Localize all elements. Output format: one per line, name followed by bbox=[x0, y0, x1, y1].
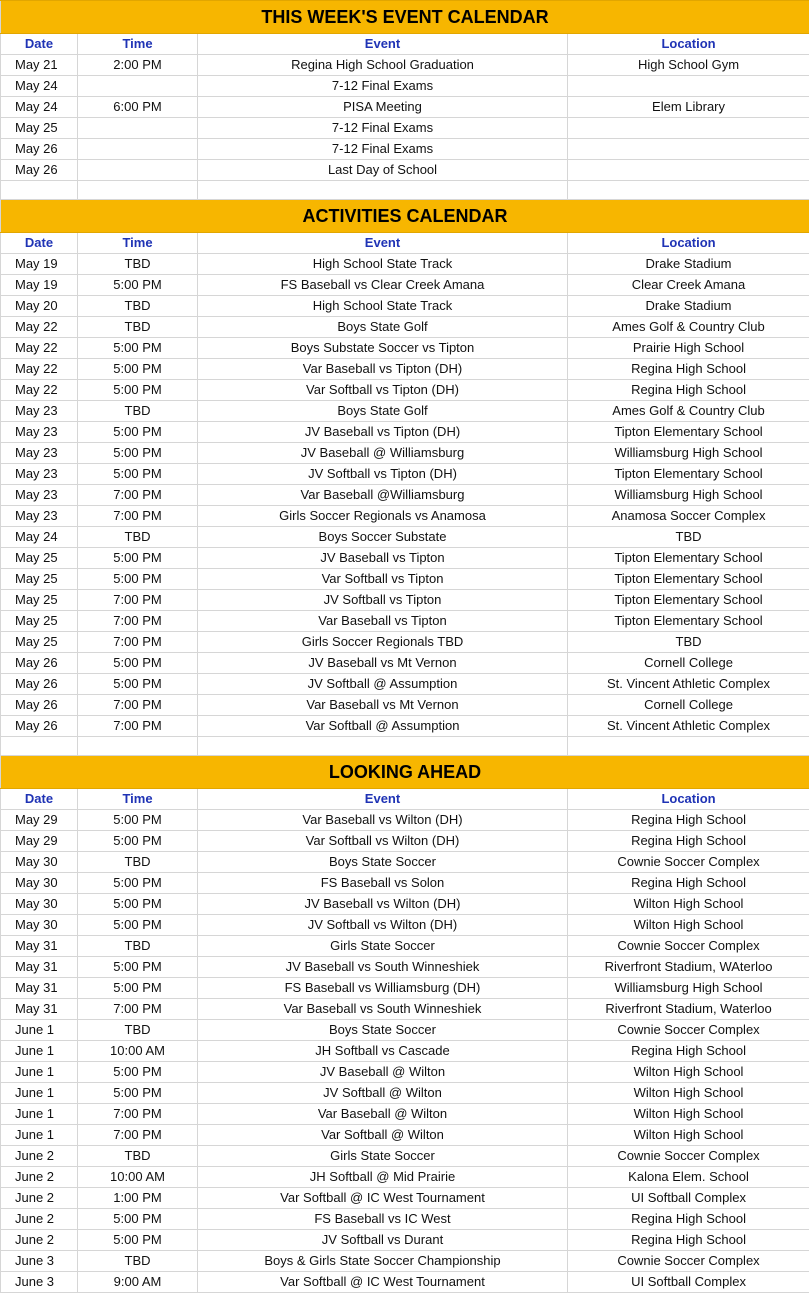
event-cell: Girls State Soccer bbox=[198, 1146, 568, 1167]
time-cell: 5:00 PM bbox=[78, 810, 198, 831]
location-cell: Drake Stadium bbox=[568, 296, 809, 317]
location-cell: Regina High School bbox=[568, 831, 809, 852]
table-row bbox=[1, 873, 809, 894]
event-cell: Regina High School Graduation bbox=[198, 55, 568, 76]
location-cell: Tipton Elementary School bbox=[568, 548, 809, 569]
time-cell: 6:00 PM bbox=[78, 97, 198, 118]
table-row bbox=[1, 569, 809, 590]
event-cell: JV Softball vs Tipton bbox=[198, 590, 568, 611]
event-cell: Boys State Golf bbox=[198, 401, 568, 422]
location-cell: St. Vincent Athletic Complex bbox=[568, 716, 809, 737]
looking-ahead-title-row bbox=[1, 756, 809, 789]
time-cell bbox=[78, 139, 198, 160]
event-cell: Var Baseball @Williamsburg bbox=[198, 485, 568, 506]
location-cell: Drake Stadium bbox=[568, 254, 809, 275]
time-cell: TBD bbox=[78, 401, 198, 422]
event-cell: Var Softball @ Assumption bbox=[198, 716, 568, 737]
time-cell bbox=[78, 160, 198, 181]
table-row bbox=[1, 1188, 809, 1209]
date-cell: June 1 bbox=[1, 1041, 78, 1062]
time-cell: 5:00 PM bbox=[78, 674, 198, 695]
activities-header-row bbox=[1, 233, 809, 254]
table-row bbox=[1, 1209, 809, 1230]
location-cell: Regina High School bbox=[568, 380, 809, 401]
column-header-date: Date bbox=[1, 789, 78, 810]
date-cell: May 22 bbox=[1, 338, 78, 359]
event-cell: Boys State Golf bbox=[198, 317, 568, 338]
event-cell: Var Baseball @ Wilton bbox=[198, 1104, 568, 1125]
date-cell: June 1 bbox=[1, 1062, 78, 1083]
date-cell: May 24 bbox=[1, 76, 78, 97]
location-cell bbox=[568, 160, 809, 181]
empty-cell bbox=[78, 737, 198, 756]
date-cell: May 29 bbox=[1, 831, 78, 852]
location-cell: Williamsburg High School bbox=[568, 978, 809, 999]
date-cell: May 31 bbox=[1, 978, 78, 999]
date-cell: May 26 bbox=[1, 674, 78, 695]
event-cell: Girls Soccer Regionals TBD bbox=[198, 632, 568, 653]
date-cell: May 23 bbox=[1, 443, 78, 464]
event-cell: Var Baseball vs South Winneshiek bbox=[198, 999, 568, 1020]
table-row bbox=[1, 852, 809, 873]
table-row bbox=[1, 831, 809, 852]
calendar-body bbox=[1, 1, 809, 1293]
time-cell: 5:00 PM bbox=[78, 653, 198, 674]
table-row bbox=[1, 160, 809, 181]
time-cell: TBD bbox=[78, 1251, 198, 1272]
event-cell: Var Softball vs Wilton (DH) bbox=[198, 831, 568, 852]
time-cell: 5:00 PM bbox=[78, 464, 198, 485]
time-cell: 7:00 PM bbox=[78, 716, 198, 737]
column-header-time: Time bbox=[78, 34, 198, 55]
date-cell: May 25 bbox=[1, 611, 78, 632]
date-cell: May 25 bbox=[1, 118, 78, 139]
location-cell: Tipton Elementary School bbox=[568, 422, 809, 443]
location-cell: Regina High School bbox=[568, 1230, 809, 1251]
event-cell: Var Baseball vs Tipton (DH) bbox=[198, 359, 568, 380]
empty-cell bbox=[1, 737, 78, 756]
time-cell: TBD bbox=[78, 296, 198, 317]
table-row bbox=[1, 97, 809, 118]
event-cell: FS Baseball vs Solon bbox=[198, 873, 568, 894]
table-row bbox=[1, 810, 809, 831]
location-cell: Regina High School bbox=[568, 873, 809, 894]
empty-cell bbox=[568, 737, 809, 756]
location-cell: Cornell College bbox=[568, 653, 809, 674]
time-cell: TBD bbox=[78, 936, 198, 957]
table-row bbox=[1, 275, 809, 296]
table-row bbox=[1, 338, 809, 359]
event-cell: JV Baseball vs Wilton (DH) bbox=[198, 894, 568, 915]
event-cell: High School State Track bbox=[198, 254, 568, 275]
time-cell: 5:00 PM bbox=[78, 548, 198, 569]
location-cell: Wilton High School bbox=[568, 1062, 809, 1083]
event-cell: JV Baseball vs South Winneshiek bbox=[198, 957, 568, 978]
location-cell: Regina High School bbox=[568, 810, 809, 831]
time-cell: 10:00 AM bbox=[78, 1041, 198, 1062]
time-cell bbox=[78, 118, 198, 139]
location-cell: Anamosa Soccer Complex bbox=[568, 506, 809, 527]
time-cell: 5:00 PM bbox=[78, 978, 198, 999]
time-cell: 7:00 PM bbox=[78, 590, 198, 611]
date-cell: June 2 bbox=[1, 1167, 78, 1188]
time-cell: 5:00 PM bbox=[78, 422, 198, 443]
time-cell: 7:00 PM bbox=[78, 1104, 198, 1125]
time-cell: 5:00 PM bbox=[78, 873, 198, 894]
table-row bbox=[1, 464, 809, 485]
column-header-event: Event bbox=[198, 789, 568, 810]
event-cell: JV Baseball vs Tipton (DH) bbox=[198, 422, 568, 443]
empty-cell bbox=[198, 181, 568, 200]
event-cell: Boys Substate Soccer vs Tipton bbox=[198, 338, 568, 359]
event-cell: 7-12 Final Exams bbox=[198, 139, 568, 160]
date-cell: May 26 bbox=[1, 139, 78, 160]
date-cell: May 19 bbox=[1, 254, 78, 275]
looking-ahead-header-row bbox=[1, 789, 809, 810]
event-cell: PISA Meeting bbox=[198, 97, 568, 118]
location-cell: Tipton Elementary School bbox=[568, 590, 809, 611]
time-cell: 5:00 PM bbox=[78, 915, 198, 936]
location-cell: St. Vincent Athletic Complex bbox=[568, 674, 809, 695]
event-cell: Var Softball @ IC West Tournament bbox=[198, 1272, 568, 1293]
table-row bbox=[1, 590, 809, 611]
event-cell: JH Softball vs Cascade bbox=[198, 1041, 568, 1062]
date-cell: May 29 bbox=[1, 810, 78, 831]
date-cell: May 31 bbox=[1, 999, 78, 1020]
event-cell: JV Baseball @ Williamsburg bbox=[198, 443, 568, 464]
date-cell: June 2 bbox=[1, 1146, 78, 1167]
date-cell: May 31 bbox=[1, 957, 78, 978]
date-cell: June 1 bbox=[1, 1104, 78, 1125]
event-cell: 7-12 Final Exams bbox=[198, 76, 568, 97]
event-cell: Boys Soccer Substate bbox=[198, 527, 568, 548]
empty-cell bbox=[198, 737, 568, 756]
event-cell: Var Softball @ Wilton bbox=[198, 1125, 568, 1146]
table-row bbox=[1, 894, 809, 915]
time-cell: 1:00 PM bbox=[78, 1188, 198, 1209]
table-row bbox=[1, 1167, 809, 1188]
time-cell: 5:00 PM bbox=[78, 1230, 198, 1251]
location-cell: TBD bbox=[568, 632, 809, 653]
table-row bbox=[1, 296, 809, 317]
date-cell: May 25 bbox=[1, 569, 78, 590]
table-row bbox=[1, 1062, 809, 1083]
table-row bbox=[1, 695, 809, 716]
table-row bbox=[1, 653, 809, 674]
time-cell: 7:00 PM bbox=[78, 695, 198, 716]
time-cell: TBD bbox=[78, 1020, 198, 1041]
empty-cell bbox=[1, 181, 78, 200]
time-cell: TBD bbox=[78, 254, 198, 275]
date-cell: May 24 bbox=[1, 97, 78, 118]
date-cell: May 19 bbox=[1, 275, 78, 296]
time-cell: 7:00 PM bbox=[78, 611, 198, 632]
table-row bbox=[1, 401, 809, 422]
table-row bbox=[1, 1251, 809, 1272]
date-cell: May 23 bbox=[1, 506, 78, 527]
table-row bbox=[1, 915, 809, 936]
table-row bbox=[1, 999, 809, 1020]
location-cell: Wilton High School bbox=[568, 1083, 809, 1104]
location-cell bbox=[568, 118, 809, 139]
location-cell: Regina High School bbox=[568, 1041, 809, 1062]
date-cell: June 2 bbox=[1, 1209, 78, 1230]
location-cell: Ames Golf & Country Club bbox=[568, 317, 809, 338]
event-cell: Boys State Soccer bbox=[198, 852, 568, 873]
date-cell: May 22 bbox=[1, 317, 78, 338]
date-cell: May 30 bbox=[1, 915, 78, 936]
location-cell: TBD bbox=[568, 527, 809, 548]
date-cell: May 31 bbox=[1, 936, 78, 957]
event-cell: JV Softball vs Tipton (DH) bbox=[198, 464, 568, 485]
table-row bbox=[1, 1041, 809, 1062]
location-cell bbox=[568, 76, 809, 97]
activities-title: ACTIVITIES CALENDAR bbox=[1, 200, 809, 233]
date-cell: May 25 bbox=[1, 590, 78, 611]
location-cell: Tipton Elementary School bbox=[568, 611, 809, 632]
date-cell: June 3 bbox=[1, 1251, 78, 1272]
time-cell: 5:00 PM bbox=[78, 1209, 198, 1230]
column-header-time: Time bbox=[78, 789, 198, 810]
event-cell: FS Baseball vs IC West bbox=[198, 1209, 568, 1230]
date-cell: May 26 bbox=[1, 695, 78, 716]
event-cell: JV Baseball @ Wilton bbox=[198, 1062, 568, 1083]
event-cell: Var Softball vs Tipton (DH) bbox=[198, 380, 568, 401]
location-cell: Wilton High School bbox=[568, 915, 809, 936]
date-cell: May 23 bbox=[1, 422, 78, 443]
event-cell: Boys & Girls State Soccer Championship bbox=[198, 1251, 568, 1272]
event-cell: JV Softball vs Wilton (DH) bbox=[198, 915, 568, 936]
date-cell: May 22 bbox=[1, 380, 78, 401]
time-cell: 5:00 PM bbox=[78, 957, 198, 978]
empty-cell bbox=[78, 181, 198, 200]
table-row bbox=[1, 978, 809, 999]
time-cell: TBD bbox=[78, 852, 198, 873]
table-row bbox=[1, 317, 809, 338]
date-cell: June 1 bbox=[1, 1083, 78, 1104]
date-cell: May 26 bbox=[1, 160, 78, 181]
table-row bbox=[1, 76, 809, 97]
time-cell: 9:00 AM bbox=[78, 1272, 198, 1293]
event-cell: JV Softball @ Assumption bbox=[198, 674, 568, 695]
time-cell: TBD bbox=[78, 1146, 198, 1167]
time-cell: 7:00 PM bbox=[78, 999, 198, 1020]
time-cell: 5:00 PM bbox=[78, 1062, 198, 1083]
time-cell: 10:00 AM bbox=[78, 1167, 198, 1188]
location-cell: Regina High School bbox=[568, 359, 809, 380]
date-cell: May 20 bbox=[1, 296, 78, 317]
time-cell: 5:00 PM bbox=[78, 831, 198, 852]
column-header-date: Date bbox=[1, 233, 78, 254]
table-row bbox=[1, 548, 809, 569]
date-cell: May 25 bbox=[1, 632, 78, 653]
date-cell: June 1 bbox=[1, 1020, 78, 1041]
table-row bbox=[1, 359, 809, 380]
time-cell: 5:00 PM bbox=[78, 380, 198, 401]
table-row bbox=[1, 674, 809, 695]
column-header-event: Event bbox=[198, 34, 568, 55]
date-cell: May 26 bbox=[1, 716, 78, 737]
table-row bbox=[1, 485, 809, 506]
column-header-location: Location bbox=[568, 34, 809, 55]
location-cell: Cownie Soccer Complex bbox=[568, 852, 809, 873]
table-row bbox=[1, 1230, 809, 1251]
date-cell: May 25 bbox=[1, 548, 78, 569]
location-cell: Cornell College bbox=[568, 695, 809, 716]
table-row bbox=[1, 443, 809, 464]
location-cell: Wilton High School bbox=[568, 1125, 809, 1146]
date-cell: May 26 bbox=[1, 653, 78, 674]
time-cell: 5:00 PM bbox=[78, 338, 198, 359]
event-cell: Var Softball vs Tipton bbox=[198, 569, 568, 590]
this-week-header-row bbox=[1, 34, 809, 55]
time-cell: TBD bbox=[78, 527, 198, 548]
date-cell: May 23 bbox=[1, 401, 78, 422]
table-row bbox=[1, 118, 809, 139]
event-cell: High School State Track bbox=[198, 296, 568, 317]
time-cell: 7:00 PM bbox=[78, 506, 198, 527]
table-row bbox=[1, 1083, 809, 1104]
date-cell: May 22 bbox=[1, 359, 78, 380]
location-cell: Riverfront Stadium, WAterloo bbox=[568, 957, 809, 978]
event-cell: Girls State Soccer bbox=[198, 936, 568, 957]
location-cell: Ames Golf & Country Club bbox=[568, 401, 809, 422]
time-cell: 5:00 PM bbox=[78, 1083, 198, 1104]
time-cell: TBD bbox=[78, 317, 198, 338]
location-cell: UI Softball Complex bbox=[568, 1188, 809, 1209]
time-cell: 5:00 PM bbox=[78, 275, 198, 296]
location-cell: Elem Library bbox=[568, 97, 809, 118]
table-row bbox=[1, 632, 809, 653]
location-cell: Regina High School bbox=[568, 1209, 809, 1230]
table-row bbox=[1, 716, 809, 737]
table-row bbox=[1, 1272, 809, 1293]
table-row bbox=[1, 1146, 809, 1167]
date-cell: May 23 bbox=[1, 464, 78, 485]
date-cell: May 30 bbox=[1, 873, 78, 894]
event-cell: JV Baseball vs Tipton bbox=[198, 548, 568, 569]
location-cell: Wilton High School bbox=[568, 894, 809, 915]
location-cell: Cownie Soccer Complex bbox=[568, 1020, 809, 1041]
table-row bbox=[1, 506, 809, 527]
looking-ahead-title: LOOKING AHEAD bbox=[1, 756, 809, 789]
column-header-location: Location bbox=[568, 789, 809, 810]
spacer-row bbox=[1, 737, 809, 756]
table-row bbox=[1, 957, 809, 978]
event-cell: Boys State Soccer bbox=[198, 1020, 568, 1041]
table-row bbox=[1, 527, 809, 548]
time-cell: 7:00 PM bbox=[78, 1125, 198, 1146]
date-cell: May 24 bbox=[1, 527, 78, 548]
event-cell: JV Softball @ Wilton bbox=[198, 1083, 568, 1104]
location-cell: High School Gym bbox=[568, 55, 809, 76]
event-cell: Var Baseball vs Wilton (DH) bbox=[198, 810, 568, 831]
location-cell: Williamsburg High School bbox=[568, 443, 809, 464]
column-header-event: Event bbox=[198, 233, 568, 254]
time-cell: 2:00 PM bbox=[78, 55, 198, 76]
time-cell: 7:00 PM bbox=[78, 632, 198, 653]
table-row bbox=[1, 1104, 809, 1125]
location-cell bbox=[568, 139, 809, 160]
location-cell: Tipton Elementary School bbox=[568, 464, 809, 485]
column-header-time: Time bbox=[78, 233, 198, 254]
event-cell: 7-12 Final Exams bbox=[198, 118, 568, 139]
event-cell: FS Baseball vs Williamsburg (DH) bbox=[198, 978, 568, 999]
event-cell: Var Baseball vs Tipton bbox=[198, 611, 568, 632]
this-week-title-row bbox=[1, 1, 809, 34]
time-cell bbox=[78, 76, 198, 97]
spacer-row bbox=[1, 181, 809, 200]
table-row bbox=[1, 380, 809, 401]
empty-cell bbox=[568, 181, 809, 200]
table-row bbox=[1, 254, 809, 275]
table-row bbox=[1, 936, 809, 957]
column-header-date: Date bbox=[1, 34, 78, 55]
this-week-title: THIS WEEK'S EVENT CALENDAR bbox=[1, 1, 809, 34]
event-cell: JV Baseball vs Mt Vernon bbox=[198, 653, 568, 674]
date-cell: June 2 bbox=[1, 1230, 78, 1251]
time-cell: 7:00 PM bbox=[78, 485, 198, 506]
column-header-location: Location bbox=[568, 233, 809, 254]
location-cell: Clear Creek Amana bbox=[568, 275, 809, 296]
location-cell: Cownie Soccer Complex bbox=[568, 936, 809, 957]
location-cell: Riverfront Stadium, Waterloo bbox=[568, 999, 809, 1020]
location-cell: UI Softball Complex bbox=[568, 1272, 809, 1293]
event-cell: JV Softball vs Durant bbox=[198, 1230, 568, 1251]
date-cell: May 30 bbox=[1, 894, 78, 915]
date-cell: June 1 bbox=[1, 1125, 78, 1146]
time-cell: 5:00 PM bbox=[78, 443, 198, 464]
event-cell: Var Baseball vs Mt Vernon bbox=[198, 695, 568, 716]
location-cell: Kalona Elem. School bbox=[568, 1167, 809, 1188]
event-cell: Last Day of School bbox=[198, 160, 568, 181]
table-row bbox=[1, 611, 809, 632]
date-cell: May 30 bbox=[1, 852, 78, 873]
table-row bbox=[1, 55, 809, 76]
date-cell: June 3 bbox=[1, 1272, 78, 1293]
time-cell: 5:00 PM bbox=[78, 569, 198, 590]
activities-title-row bbox=[1, 200, 809, 233]
time-cell: 5:00 PM bbox=[78, 894, 198, 915]
table-row bbox=[1, 1125, 809, 1146]
table-row bbox=[1, 139, 809, 160]
event-cell: Var Softball @ IC West Tournament bbox=[198, 1188, 568, 1209]
date-cell: June 2 bbox=[1, 1188, 78, 1209]
location-cell: Tipton Elementary School bbox=[568, 569, 809, 590]
location-cell: Williamsburg High School bbox=[568, 485, 809, 506]
table-row bbox=[1, 1020, 809, 1041]
time-cell: 5:00 PM bbox=[78, 359, 198, 380]
location-cell: Prairie High School bbox=[568, 338, 809, 359]
table-row bbox=[1, 422, 809, 443]
event-cell: FS Baseball vs Clear Creek Amana bbox=[198, 275, 568, 296]
event-cell: Girls Soccer Regionals vs Anamosa bbox=[198, 506, 568, 527]
event-cell: JH Softball @ Mid Prairie bbox=[198, 1167, 568, 1188]
date-cell: May 23 bbox=[1, 485, 78, 506]
date-cell: May 21 bbox=[1, 55, 78, 76]
location-cell: Cownie Soccer Complex bbox=[568, 1251, 809, 1272]
location-cell: Wilton High School bbox=[568, 1104, 809, 1125]
location-cell: Cownie Soccer Complex bbox=[568, 1146, 809, 1167]
